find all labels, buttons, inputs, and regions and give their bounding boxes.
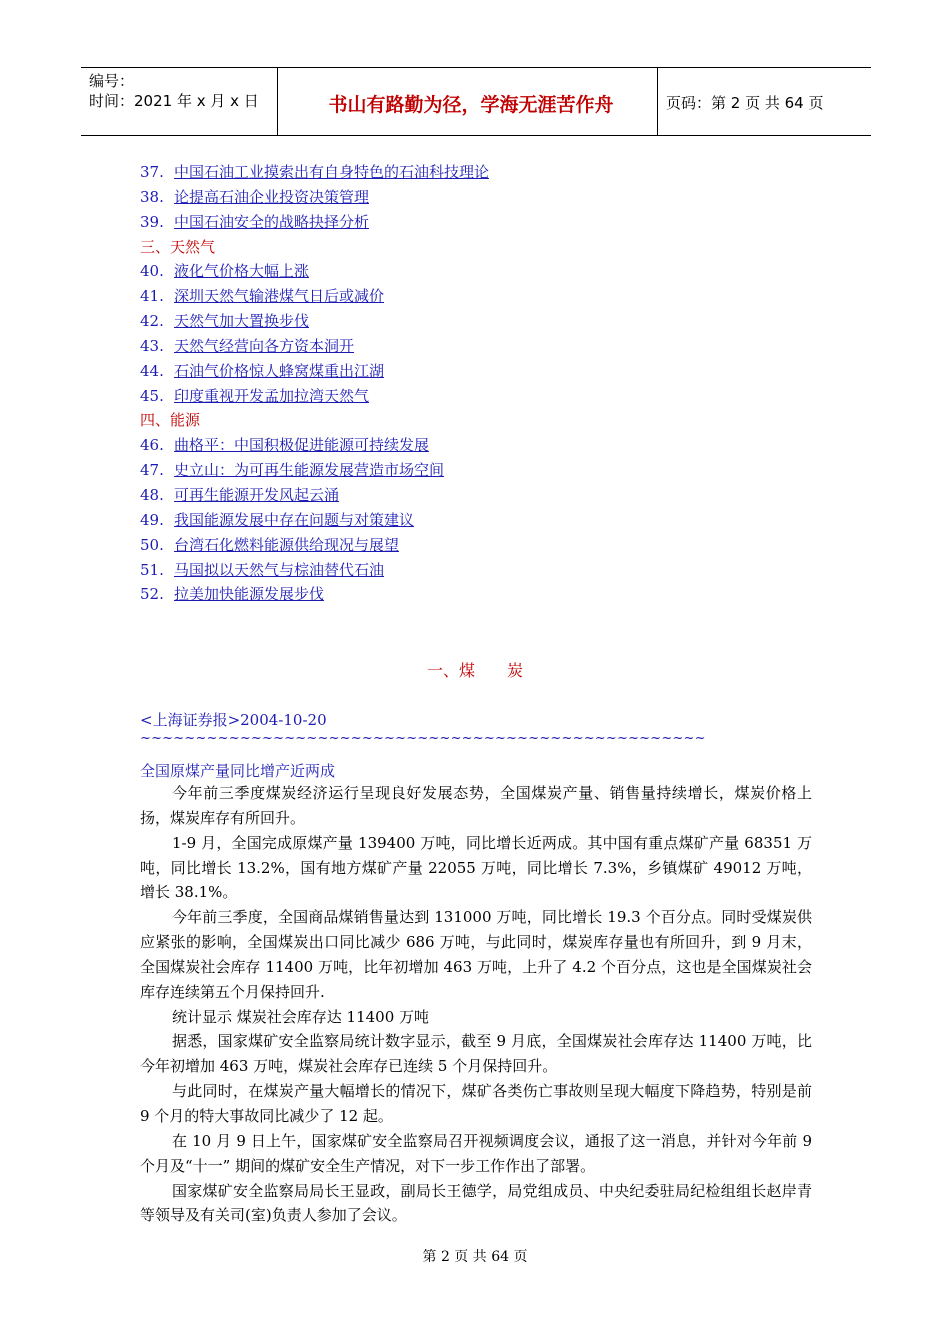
- toc-item[interactable]: [140, 533, 860, 558]
- section-title: 一、煤 炭: [426, 661, 523, 680]
- article-divider: ~~~~~~~~~~~~~~~~~~~~~~~~~~~~~~~~~~~~~~~~~~~~~~~~~~~: [140, 731, 706, 746]
- toc-item-link[interactable]: 深圳天然气输港煤气日后或减价: [174, 287, 385, 306]
- article-paragraph: 统计显示 煤炭社会库存达 11400 万吨: [172, 1007, 430, 1026]
- header-top-rule: [81, 67, 871, 68]
- toc-item-number: 41.: [140, 287, 164, 306]
- toc-item-number: 40.: [140, 262, 164, 281]
- header-divider: [277, 67, 278, 136]
- header-bottom-rule: [81, 135, 871, 136]
- article-paragraph: 国家煤矿安全监察局局长王显政，副局长王德学，局党组成员、中央纪委驻局纪检组组长赵岸青等领导及有关司(室)负责人参加了会议。: [140, 1181, 812, 1225]
- toc-item[interactable]: [140, 210, 860, 235]
- toc-item[interactable]: [140, 160, 860, 185]
- article-paragraph: 1-9 月，全国完成原煤产量 139400 万吨，同比增长近两成。其中国有重点煤矿产量 68351 万吨，同比增长 13.2%，国有地方煤矿产量 22055 万吨，同比增长 7.3%，乡镇煤矿 49012 万吨，增长 38.1%。: [140, 833, 812, 902]
- toc-item[interactable]: [140, 458, 860, 483]
- toc-item-link[interactable]: 拉美加快能源发展步伐: [174, 585, 325, 604]
- toc-item-number: 48.: [140, 485, 164, 504]
- toc-item-link[interactable]: 中国石油安全的战略抉择分析: [174, 212, 370, 231]
- toc-item-link[interactable]: 液化气价格大幅上涨: [174, 262, 310, 281]
- toc-item-link[interactable]: 天然气加大置换步伐: [174, 312, 310, 331]
- header-motto: 书山有路勤为径，学海无涯苦作舟: [328, 94, 614, 116]
- toc-item[interactable]: [140, 309, 860, 334]
- toc-item-number: 47.: [140, 461, 164, 480]
- toc-item[interactable]: [140, 558, 860, 583]
- article-paragraph: 今年前三季度，全国商品煤销售量达到 131000 万吨，同比增长 19.3 个百分点。同时受煤炭供应紧张的影响，全国煤炭出口同比减少 686 万吨，与此同时，煤炭库存量也有所回升，到 9 月末，全国煤炭社会库存 11400 万吨，比年初增加 463 万吨，上升了 4.2 个百分点，这也是全国煤炭社会库存连续第五个月保持回升.: [140, 908, 812, 1001]
- toc-section-heading: [140, 408, 860, 433]
- toc-item[interactable]: [140, 582, 860, 607]
- toc-item-number: 45.: [140, 386, 164, 405]
- toc-item-number: 37.: [140, 163, 164, 181]
- header-page-number: 页码：第 2 页 共 64 页: [666, 94, 824, 112]
- toc-item[interactable]: [140, 284, 860, 309]
- article-paragraph: 据悉，国家煤矿安全监察局统计数字显示，截至 9 月底，全国煤炭社会库存达 11400 万吨，比今年初增加 463 万吨，煤炭社会库存已连续 5 个月保持回升。: [140, 1032, 812, 1076]
- toc-item-link[interactable]: 印度重视开发孟加拉湾天然气: [174, 386, 370, 405]
- page-footer: 第 2 页 共 64 页: [422, 1249, 528, 1265]
- toc-item-link[interactable]: 我国能源发展中存在问题与对策建议: [174, 510, 415, 529]
- toc-item-number: 39.: [140, 212, 164, 231]
- toc-item-link[interactable]: 石油气价格惊人蜂窝煤重出江湖: [174, 361, 385, 380]
- article-paragraph: 今年前三季度煤炭经济运行呈现良好发展态势，全国煤炭产量、销售量持续增长，煤炭价格上扬，煤炭库存有所回升。: [140, 784, 812, 827]
- article-title: 全国原煤产量同比增产近两成: [140, 762, 336, 780]
- toc-item-number: 51.: [140, 560, 164, 579]
- toc-item-link[interactable]: 马国拟以天然气与棕油替代石油: [174, 560, 385, 579]
- toc-item-link[interactable]: 曲格平：中国积极促进能源可持续发展: [174, 436, 430, 455]
- toc-item-number: 38.: [140, 187, 164, 206]
- toc-item[interactable]: [140, 508, 860, 533]
- toc-item-number: 42.: [140, 312, 164, 331]
- toc-section-label: 四、能源: [140, 411, 201, 430]
- toc-item[interactable]: [140, 433, 860, 458]
- article-body: [140, 781, 812, 1228]
- article-paragraph: 在 10 月 9 日上午，国家煤矿安全监察局召开视频调度会议，通报了这一消息，并针对今年前 9 个月及“十一” 期间的煤矿安全生产情况，对下一步工作作出了部署。: [140, 1131, 812, 1175]
- toc-section-heading: [140, 235, 860, 260]
- toc-item-link[interactable]: 论提高石油企业投资决策管理: [174, 187, 370, 206]
- article-paragraph: 与此同时，在煤炭产量大幅增长的情况下，煤矿各类伤亡事故则呈现大幅度下降趋势，特别是前 9 个月的特大事故同比减少了 12 起。: [140, 1082, 812, 1125]
- toc-item-link[interactable]: 中国石油工业摸索出有自身特色的石油科技理论: [174, 163, 490, 181]
- toc-item-number: 50.: [140, 535, 164, 554]
- toc-item-number: 43.: [140, 336, 164, 355]
- toc-item[interactable]: [140, 185, 860, 210]
- toc-item-link[interactable]: 台湾石化燃料能源供给现况与展望: [174, 535, 400, 554]
- toc-item-link[interactable]: 天然气经营向各方资本洞开: [174, 336, 355, 355]
- header-meta: [89, 71, 259, 111]
- toc-item-number: 44.: [140, 361, 164, 380]
- toc-item-link[interactable]: 可再生能源开发风起云涌: [174, 485, 340, 504]
- toc-item-number: 52.: [140, 585, 164, 604]
- article-source: <上海证券报>2004-10-20: [140, 711, 327, 729]
- page-header: [81, 67, 871, 136]
- toc-item[interactable]: [140, 483, 860, 508]
- toc-item[interactable]: [140, 259, 860, 284]
- doc-number-label: 编号：: [89, 72, 135, 90]
- doc-date-label: 时间：2021 年 x 月 x 日: [89, 92, 259, 110]
- table-of-contents: [140, 160, 860, 607]
- toc-item[interactable]: [140, 334, 860, 359]
- toc-item[interactable]: [140, 359, 860, 384]
- toc-section-label: 三、天然气: [140, 237, 216, 256]
- toc-item-number: 49.: [140, 510, 164, 529]
- toc-item-link[interactable]: 史立山：为可再生能源发展营造市场空间: [174, 461, 445, 480]
- toc-item[interactable]: [140, 384, 860, 409]
- toc-item-number: 46.: [140, 436, 164, 455]
